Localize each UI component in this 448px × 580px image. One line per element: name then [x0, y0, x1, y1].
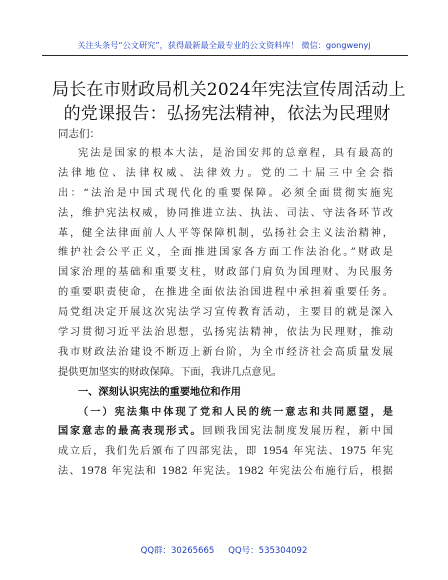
- paragraph-line: 局党组决定开展这次宪法学习宣传教育活动，主要目的就是深入: [58, 307, 393, 319]
- paragraph-line: 我市财政法治建设不断迈上新台阶，为全市经济社会高质量发展: [58, 346, 393, 358]
- paragraph-line: 法、1978 年宪法和 1982 年宪法。1982 年宪法公布施行后，根据: [58, 466, 393, 478]
- paragraph-line: [58, 422, 393, 442]
- paragraph-line: 维护社会公平正义，全面推进国家各方面工作法治化。”财政是: [58, 247, 393, 259]
- paragraph-line: 法，维护宪法权威，协同推进立法、执法、司法、守法各环节改: [58, 207, 393, 219]
- paragraph-line: 出：“法治是中国式现代化的重要保障。必须全面贯彻实施宪: [58, 187, 393, 199]
- page-title: [52, 78, 406, 126]
- header-banner: 关注头条号“公文研究”，获得最新最全最专业的公文资料库！ 微信：gongwenyj: [77, 40, 371, 50]
- qq-group: QQ群：30265665: [140, 546, 215, 556]
- paragraph-line: 法律地位、法律权威、法律效力。党的二十届三中全会指: [58, 167, 393, 179]
- paragraph-line: 国家治理的基础和重要支柱，财政部门肩负为国理财、为民服务: [58, 267, 393, 279]
- title-line-2: 的党课报告：弘扬宪法精神，依法为民理财: [63, 104, 391, 124]
- qq-number: QQ号：535304092: [228, 546, 308, 556]
- greeting: 同志们：: [58, 128, 100, 140]
- section-heading: 一、深刻认识宪法的重要地位和作用: [78, 386, 241, 398]
- paragraph-line: 提供更加坚实的财政保障。下面，我讲几点意见。: [58, 366, 283, 378]
- paragraph-line: 宪法是国家的根本大法，是治国安邦的总章程，具有最高的: [78, 148, 393, 159]
- paragraph-line: 学习贯彻习近平法治思想，弘扬宪法精神，依法为民理财，推动: [58, 327, 393, 339]
- paragraph-line: 革，健全法律面前人人平等保障机制，弘扬社会主义法治精神，: [58, 227, 393, 239]
- subsection-heading-cont: 国家意志的最高表现形式。: [58, 426, 203, 438]
- paragraph-line: 的重要职责使命，在推进全面依法治国进程中承担着重要任务。: [58, 287, 393, 299]
- paragraph-text: 回顾我国宪法制度发展历程，新中国: [202, 426, 393, 438]
- subsection-heading: （一）宪法集中体现了党和人民的统一意志和共同愿望，是: [78, 406, 393, 418]
- footer-contact: [0, 544, 448, 556]
- header-divider: [42, 55, 408, 56]
- paragraph-line: [58, 403, 393, 423]
- paragraph-line: 成立后，我们先后颁布了四部宪法，即 1954 年宪法、1975 年宪: [58, 446, 393, 458]
- body-text: [58, 144, 393, 482]
- title-line-1: 局长在市财政局机关2024年宪法宣传周活动上: [52, 80, 406, 100]
